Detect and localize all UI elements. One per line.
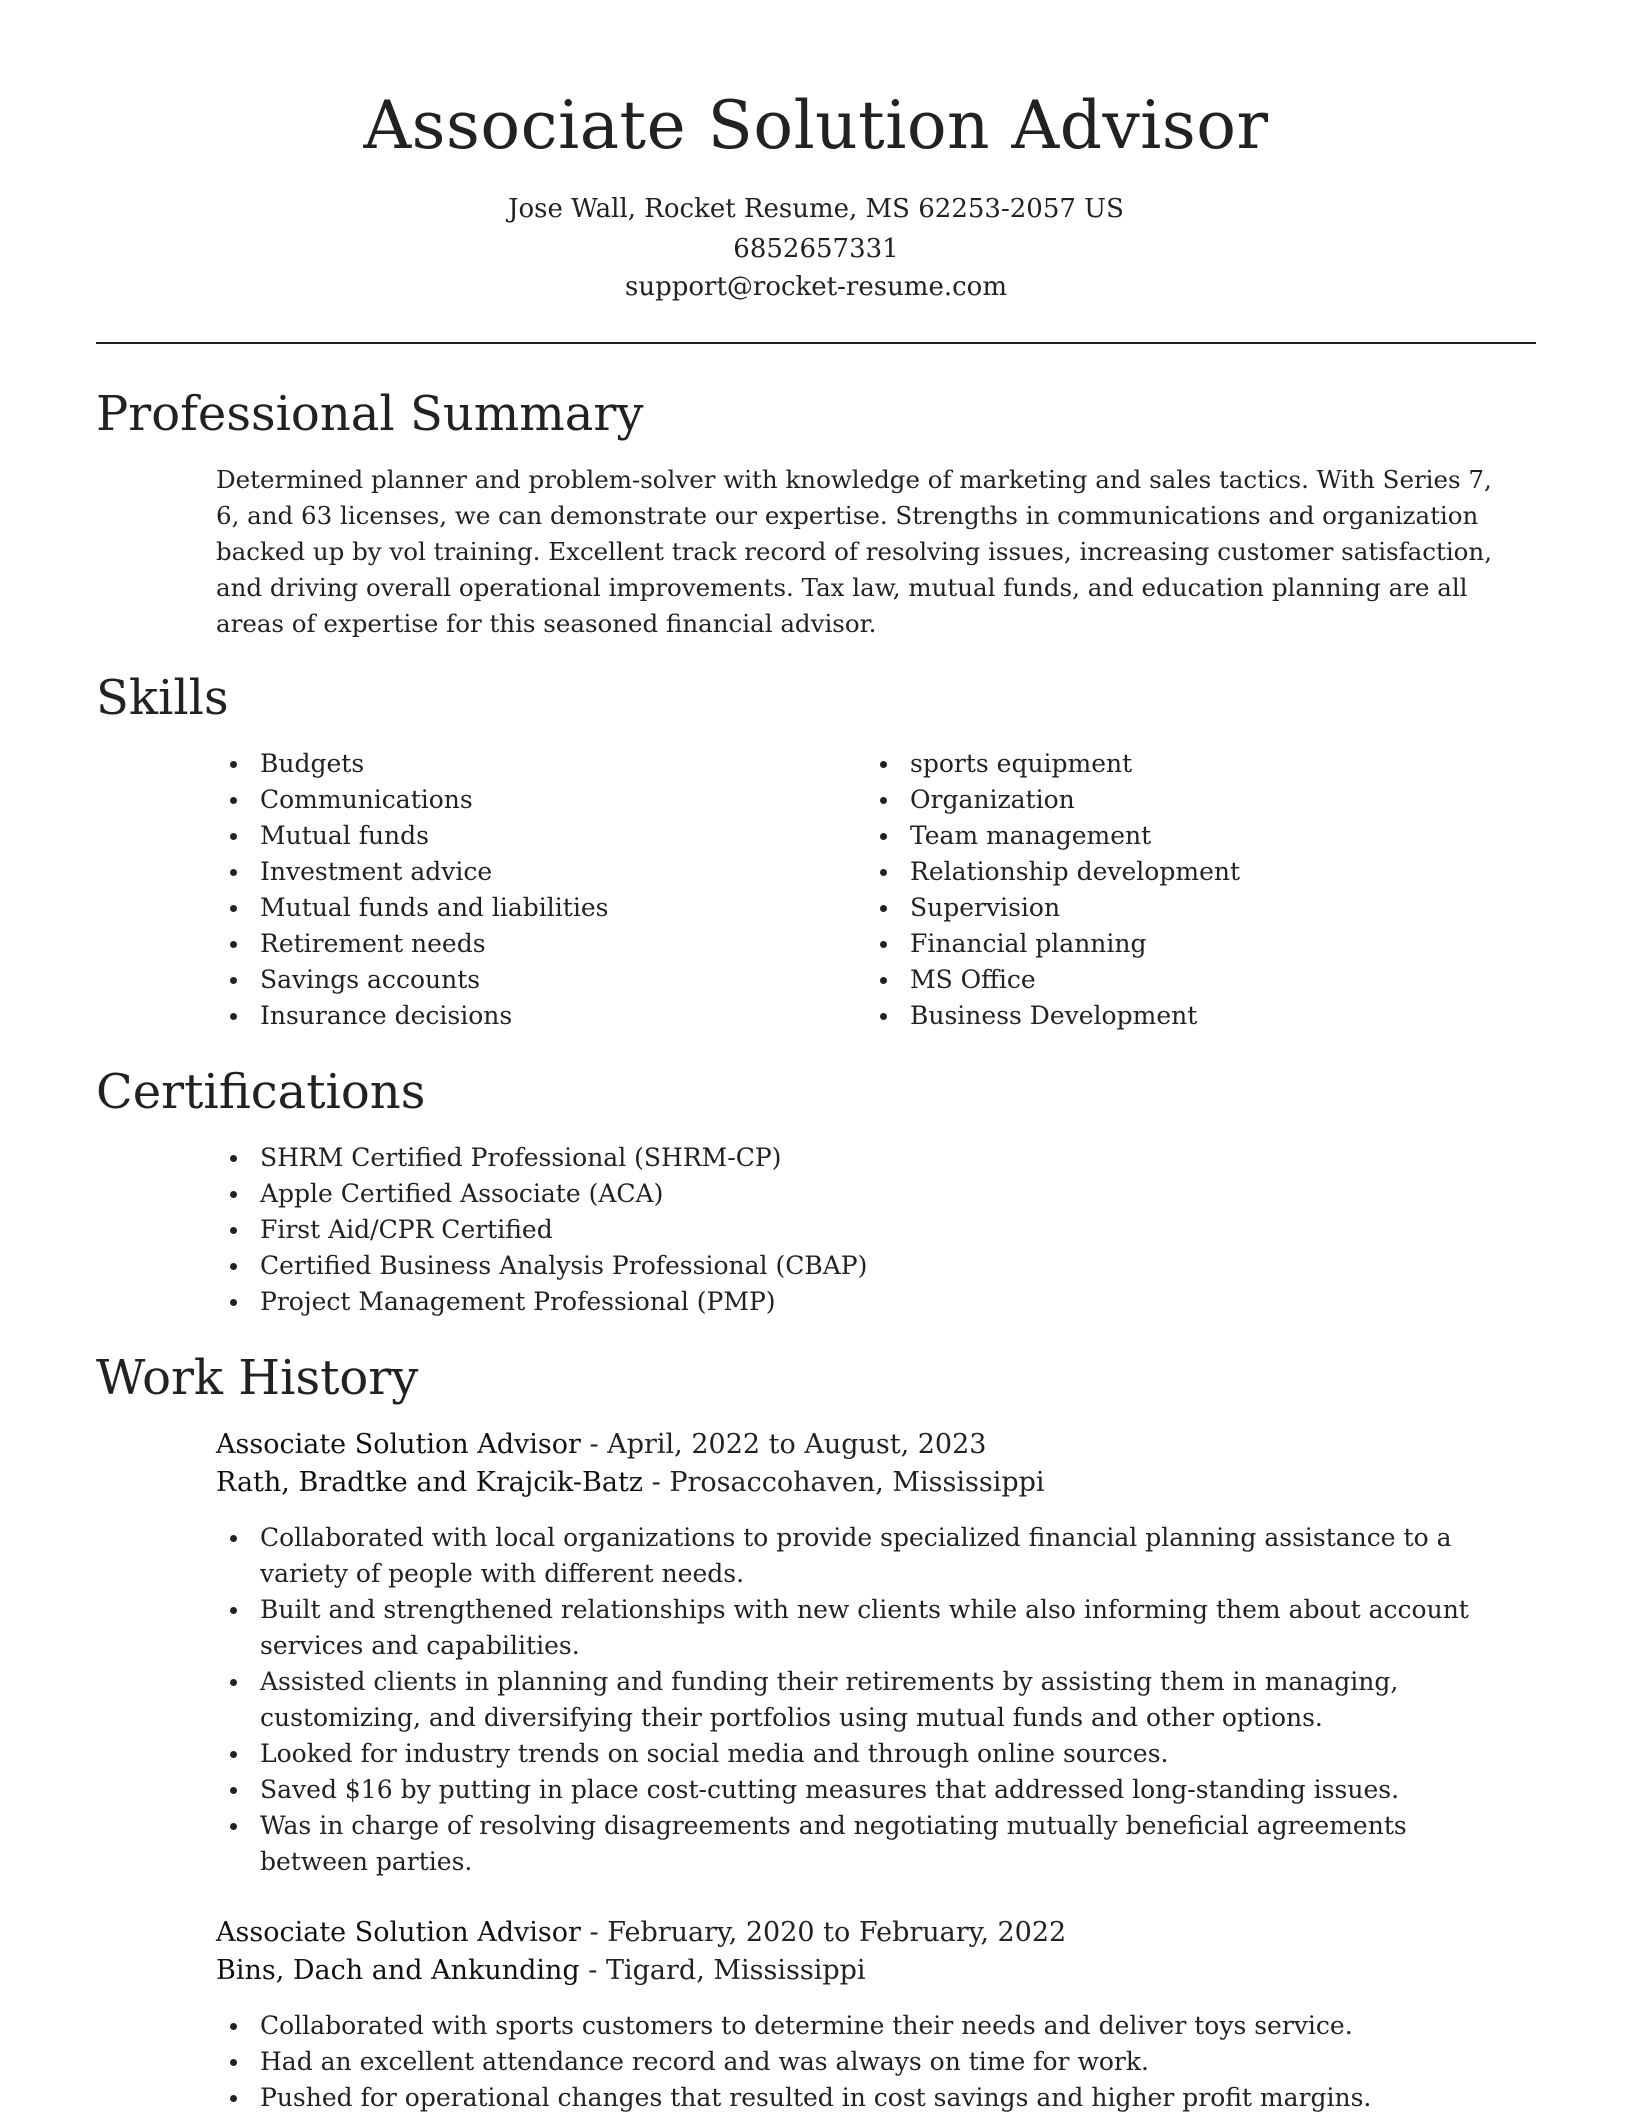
skill-item: Financial planning (866, 926, 1516, 962)
job-bullet: Collaborated with local organizations to provide specialized financial planning assistance to a variety of people with different needs. (216, 1520, 1516, 1592)
job-location: - Tigard, Mississippi (579, 1955, 866, 1986)
job-dates: - February, 2020 to February, 2022 (580, 1917, 1067, 1948)
job-bullet: Assisted clients in planning and funding their retirements by assisting them in managing, customizing, and diversifying their portfolios using mutual funds and other options. (216, 1664, 1516, 1736)
certification-item: First Aid/CPR Certified (216, 1212, 1516, 1248)
work-history-heading: Work History (96, 1350, 419, 1406)
job-company-line (216, 1952, 866, 1990)
certifications-heading: Certifications (96, 1064, 426, 1120)
skills-list-right (866, 746, 1516, 1034)
skills-list-left (216, 746, 816, 1034)
certifications-list (216, 1140, 1516, 1320)
certification-item: SHRM Certified Professional (SHRM-CP) (216, 1140, 1516, 1176)
skill-item: Communications (216, 782, 816, 818)
contact-address: Jose Wall, Rocket Resume, MS 62253-2057 US (508, 194, 1124, 224)
job-location: - Prosaccohaven, Mississippi (643, 1467, 1045, 1498)
job-title: Associate Solution Advisor (216, 1429, 581, 1460)
resume-title: Associate Solution Advisor (363, 87, 1269, 164)
job-company-line (216, 1464, 1045, 1502)
job-bullet: Built and strengthened relationships with new clients while also informing them about account services and capabilities. (216, 1592, 1516, 1664)
skill-item: Budgets (216, 746, 816, 782)
job-bullet: Collaborated with sports customers to determine their needs and deliver toys service. (216, 2008, 1516, 2044)
job-bullets (216, 1520, 1516, 1880)
skill-item: Business Development (866, 998, 1516, 1034)
skill-item: Supervision (866, 890, 1516, 926)
job-bullet: Pushed for operational changes that resulted in cost savings and higher profit margins. (216, 2080, 1516, 2116)
job-title-line (216, 1426, 986, 1464)
header-divider (96, 342, 1536, 344)
summary-text: Determined planner and problem-solver with knowledge of marketing and sales tactics. With Series 7, 6, and 63 licenses, we can demonstrate our expertise. Strengths in communications and organization backed up by vol training. Excellent track record of resolving issues, increasing customer satisfaction, and driving overall operational improvements. Tax law, mutual funds, and education planning are all areas of expertise for this seasoned financial advisor. (216, 465, 1492, 638)
job-company: Bins, Dach and Ankunding (216, 1955, 580, 1986)
skill-item: Relationship development (866, 854, 1516, 890)
skill-item: Team management (866, 818, 1516, 854)
job-dates: - April, 2022 to August, 2023 (580, 1429, 987, 1460)
skill-item: Retirement needs (216, 926, 816, 962)
job-bullets (216, 2008, 1516, 2116)
skill-item: Mutual funds (216, 818, 816, 854)
skills-heading: Skills (96, 670, 229, 726)
skill-item: MS Office (866, 962, 1516, 998)
job-company: Rath, Bradtke and Krajcik-Batz (216, 1467, 644, 1498)
job-title-line (216, 1914, 1066, 1952)
job-title: Associate Solution Advisor (216, 1917, 581, 1948)
skill-item: Insurance decisions (216, 998, 816, 1034)
job-bullet: Had an excellent attendance record and was always on time for work. (216, 2044, 1516, 2080)
contact-email: support@rocket-resume.com (624, 272, 1007, 302)
certification-item: Certified Business Analysis Professional (CBAP) (216, 1248, 1516, 1284)
job-bullet: Saved $16 by putting in place cost-cutting measures that addressed long-standing issues. (216, 1772, 1516, 1808)
skill-item: Organization (866, 782, 1516, 818)
skill-item: Mutual funds and liabilities (216, 890, 816, 926)
certification-item: Project Management Professional (PMP) (216, 1284, 1516, 1320)
contact-phone: 6852657331 (733, 234, 899, 264)
job-bullet: Looked for industry trends on social media and through online sources. (216, 1736, 1516, 1772)
summary-heading: Professional Summary (96, 386, 644, 442)
job-bullet: Was in charge of resolving disagreements and negotiating mutually beneficial agreements between parties. (216, 1808, 1516, 1880)
skill-item: sports equipment (866, 746, 1516, 782)
skill-item: Savings accounts (216, 962, 816, 998)
certification-item: Apple Certified Associate (ACA) (216, 1176, 1516, 1212)
skill-item: Investment advice (216, 854, 816, 890)
